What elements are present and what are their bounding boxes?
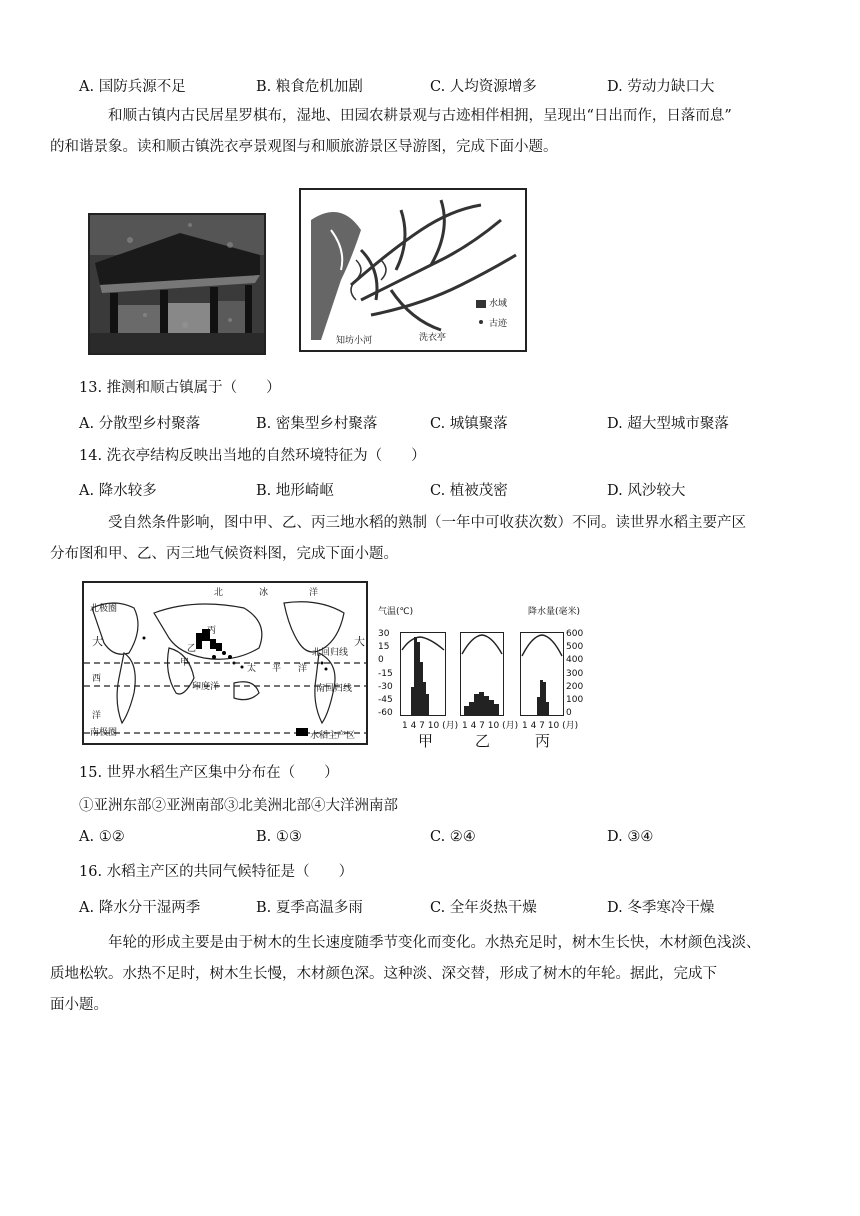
q15-option-a: A. ①② [79,829,125,845]
q15-items: ①亚洲东部②亚洲南部③北美洲北部④大洋洲南部 [79,798,398,814]
hexun-tourist-map [299,188,527,352]
q14-option-a: A. 降水较多 [79,483,157,499]
q15-stem: 15. 世界水稻生产区集中分布在（ ） [79,765,339,781]
map-label-tropic-capricorn: 南回归线 [316,684,353,694]
q12-option-b: B. 粮食危机加剧 [256,79,363,95]
q13-stem: 13. 推测和顺古镇属于（ ） [79,380,281,396]
temp-tick: -45 [378,695,393,706]
month-ticks-jia: 1 4 7 10 (月) [402,721,459,731]
passage-hexun [50,101,779,163]
map-label-north: 北 [214,588,224,598]
temp-axis-title: 气温(℃) [378,607,414,617]
map-label-ocean-n: 洋 [309,588,319,598]
q12-option-a: A. 国防兵源不足 [79,79,186,95]
laundry-pavilion-photo [88,213,266,355]
passage-hexun-line-2: 的和谐景象。读和顺古镇洗衣亭景观图与和顺旅游景区导游图，完成下面小题。 [50,139,558,155]
precip-tick: 200 [566,681,584,692]
map-label-yang-south: 洋 [92,711,102,721]
map-label-river: 知坊小河 [336,336,373,346]
temp-ticks [378,628,398,720]
passage-tree-rings-line-3: 面小题。 [50,997,108,1013]
q12-option-d: D. 劳动力缺口大 [607,79,715,95]
map-label-bing: 丙 [207,626,217,636]
q14-stem: 14. 洗衣亭结构反映出当地的自然环境特征为（ ） [79,448,426,464]
temp-tick: -30 [378,681,393,692]
temp-tick: -15 [378,668,393,679]
passage-rice [50,508,779,570]
map-label-ice: 冰 [259,588,269,598]
climate-chart-bing [520,632,564,716]
q16-option-c: C. 全年炎热干燥 [430,900,537,916]
station-label-jia: 甲 [418,732,434,750]
map-label-ping: 平 [272,664,282,674]
station-label-yi: 乙 [475,732,491,750]
q14-option-c: C. 植被茂密 [430,483,508,499]
map-label-xi: 西 [92,674,102,684]
legend-water-label: 水域 [489,299,508,309]
q13-option-b: B. 密集型乡村聚落 [256,416,378,432]
q16-stem: 16. 水稻主产区的共同气候特征是（ ） [79,864,354,880]
q14-option-d: D. 风沙较大 [607,483,686,499]
passage-tree-rings [50,928,779,1021]
map-label-arctic-circle: 北极圈 [90,604,118,614]
precip-tick: 100 [566,695,584,706]
q15-option-d: D. ③④ [607,829,654,845]
map-label-antarctic-circle: 南极圈 [90,728,118,738]
q16-option-d: D. 冬季寒冷干燥 [607,900,715,916]
passage-rice-line-1: 受自然条件影响，图中甲、乙、丙三地水稻的熟制（一年中可收获次数）不同。读世界水稻主要产区 [108,515,746,531]
map-label-indian-ocean: 印度洋 [192,682,220,692]
precip-tick: 500 [566,642,584,653]
precip-ticks [566,628,590,720]
month-ticks-yi: 1 4 7 10 (月) [462,721,519,731]
precip-tick: 0 [566,708,572,719]
map-label-da-right: 大 [354,635,365,648]
q15-option-c: C. ②④ [430,829,476,845]
q12-option-c: C. 人均资源增多 [430,79,537,95]
passage-hexun-line-1: 和顺古镇内古民居星罗棋布，湿地、田园农耕景观与古迹相伴相拥，呈现出“日出而作，日落而息” [108,108,732,124]
precip-tick: 600 [566,629,584,639]
legend-site-label: 古迹 [489,319,508,329]
temp-tick: -60 [378,708,393,719]
station-label-bing: 丙 [535,732,551,750]
climate-chart-yi [460,632,504,716]
temp-tick: 0 [378,655,384,666]
passage-tree-rings-line-1: 年轮的形成主要是由于树木的生长速度随季节变化而变化。水热充足时，树木生长快，木材颜色浅淡、 [108,935,761,951]
q13-option-a: A. 分散型乡村聚落 [79,416,201,432]
map-label-yang-pacific: 洋 [298,664,308,674]
map-label-tropic-cancer: 北回归线 [312,648,349,658]
q15-option-b: B. ①③ [256,829,302,845]
q14-option-b: B. 地形崎岖 [256,483,334,499]
precip-tick: 400 [566,655,584,666]
month-ticks-bing: 1 4 7 10 (月) [522,721,579,731]
q13-option-c: C. 城镇聚落 [430,416,508,432]
map-legend-rice: 水稻主产区 [310,731,356,741]
temp-tick: 30 [378,629,390,639]
passage-tree-rings-line-2: 质地松软。水热不足时，树木生长慢，木材颜色深。这种淡、深交替，形成了树木的年轮。据此，完成下 [50,966,717,982]
world-rice-map [82,581,368,745]
climate-chart-jia [400,632,446,716]
q16-option-a: A. 降水分干湿两季 [79,900,201,916]
temp-tick: 15 [378,642,390,653]
passage-rice-line-2: 分布图和甲、乙、丙三地气候资料图，完成下面小题。 [50,546,398,562]
map-label-jia: 甲 [180,658,190,668]
map-label-yi: 乙 [187,644,197,654]
map-label-pavilion: 洗衣亭 [419,333,447,343]
map-label-tai: 太 [247,664,257,674]
precip-tick: 300 [566,668,584,679]
map-label-da-left: 大 [92,635,103,648]
climate-charts [380,604,590,754]
q13-option-d: D. 超大型城市聚落 [607,416,729,432]
precip-axis-title: 降水量(毫米) [528,607,581,617]
q16-option-b: B. 夏季高温多雨 [256,900,363,916]
